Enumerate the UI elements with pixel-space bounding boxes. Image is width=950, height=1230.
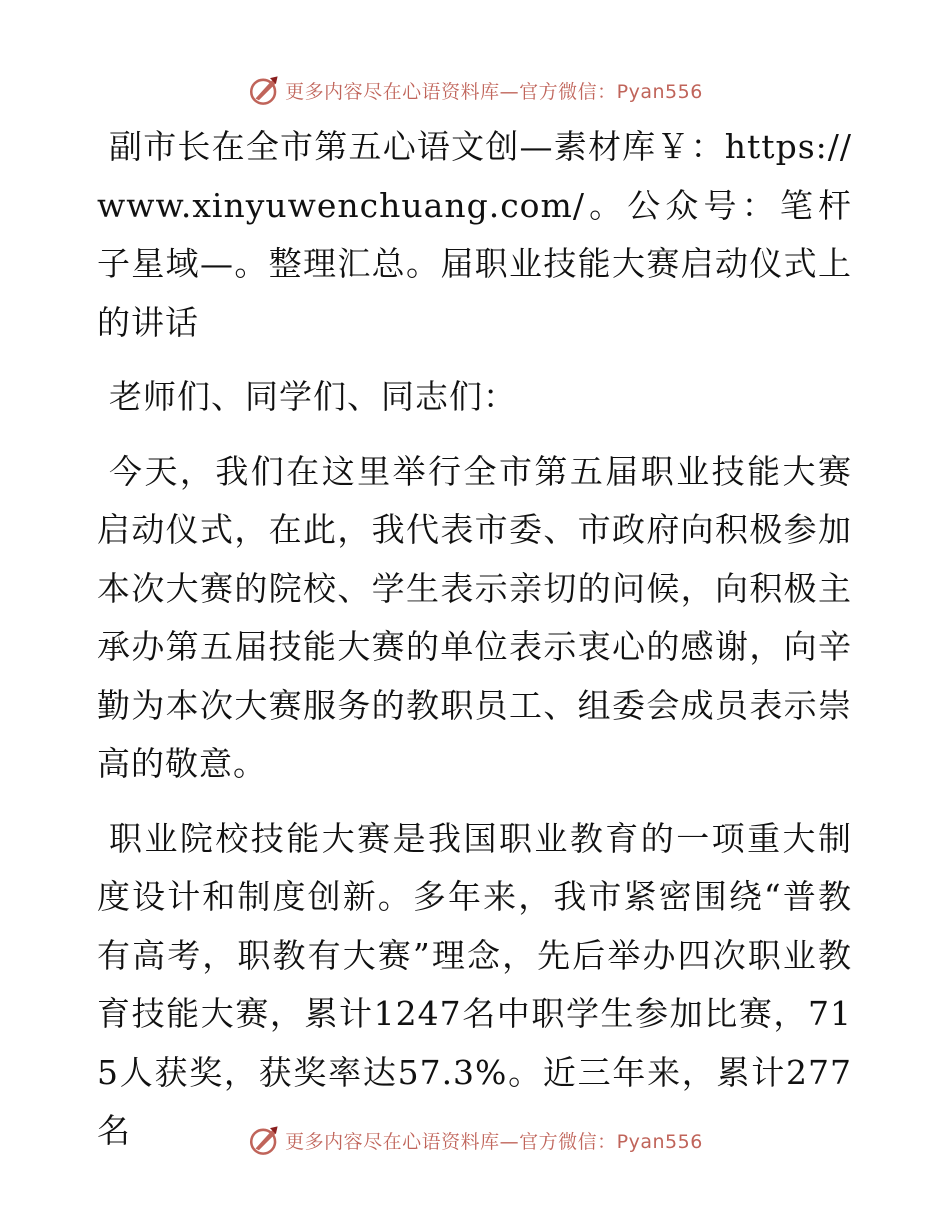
quill-logo-icon (247, 73, 281, 107)
salutation-paragraph: 老师们、同学们、同志们： (109, 377, 517, 416)
document-body (97, 118, 852, 1177)
quill-logo-icon (247, 1123, 281, 1157)
header-watermark (0, 70, 950, 110)
document-title-paragraph: 副市长在全市第五心语文创—素材库￥：https://www.xinyuwenchuang.com/。公众号：笔杆子星域—。整理汇总。届职业技能大赛启动仪式上的讲话 (97, 127, 852, 342)
watermark-text: 更多内容尽在心语资料库—官方微信：Pyan556 (285, 80, 703, 103)
body-paragraph: 职业院校技能大赛是我国职业教育的一项重大制度设计和制度创新。多年来，我市紧密围绕“普教有高考，职教有大赛”理念，先后举办四次职业教育技能大赛，累计1247名中职学生参加比赛，715人获奖，获奖率达57.3%。近三年来，累计277名 (97, 818, 852, 1150)
footer-watermark (0, 1120, 950, 1160)
body-paragraph: 今天，我们在这里举行全市第五届职业技能大赛启动仪式，在此，我代表市委、市政府向积极参加本次大赛的院校、学生表示亲切的问候，向积极主承办第五届技能大赛的单位表示衷心的感谢，向辛勤为本次大赛服务的教职员工、组委会成员表示崇高的敬意。 (97, 451, 852, 783)
watermark-text: 更多内容尽在心语资料库—官方微信：Pyan556 (285, 1130, 703, 1153)
